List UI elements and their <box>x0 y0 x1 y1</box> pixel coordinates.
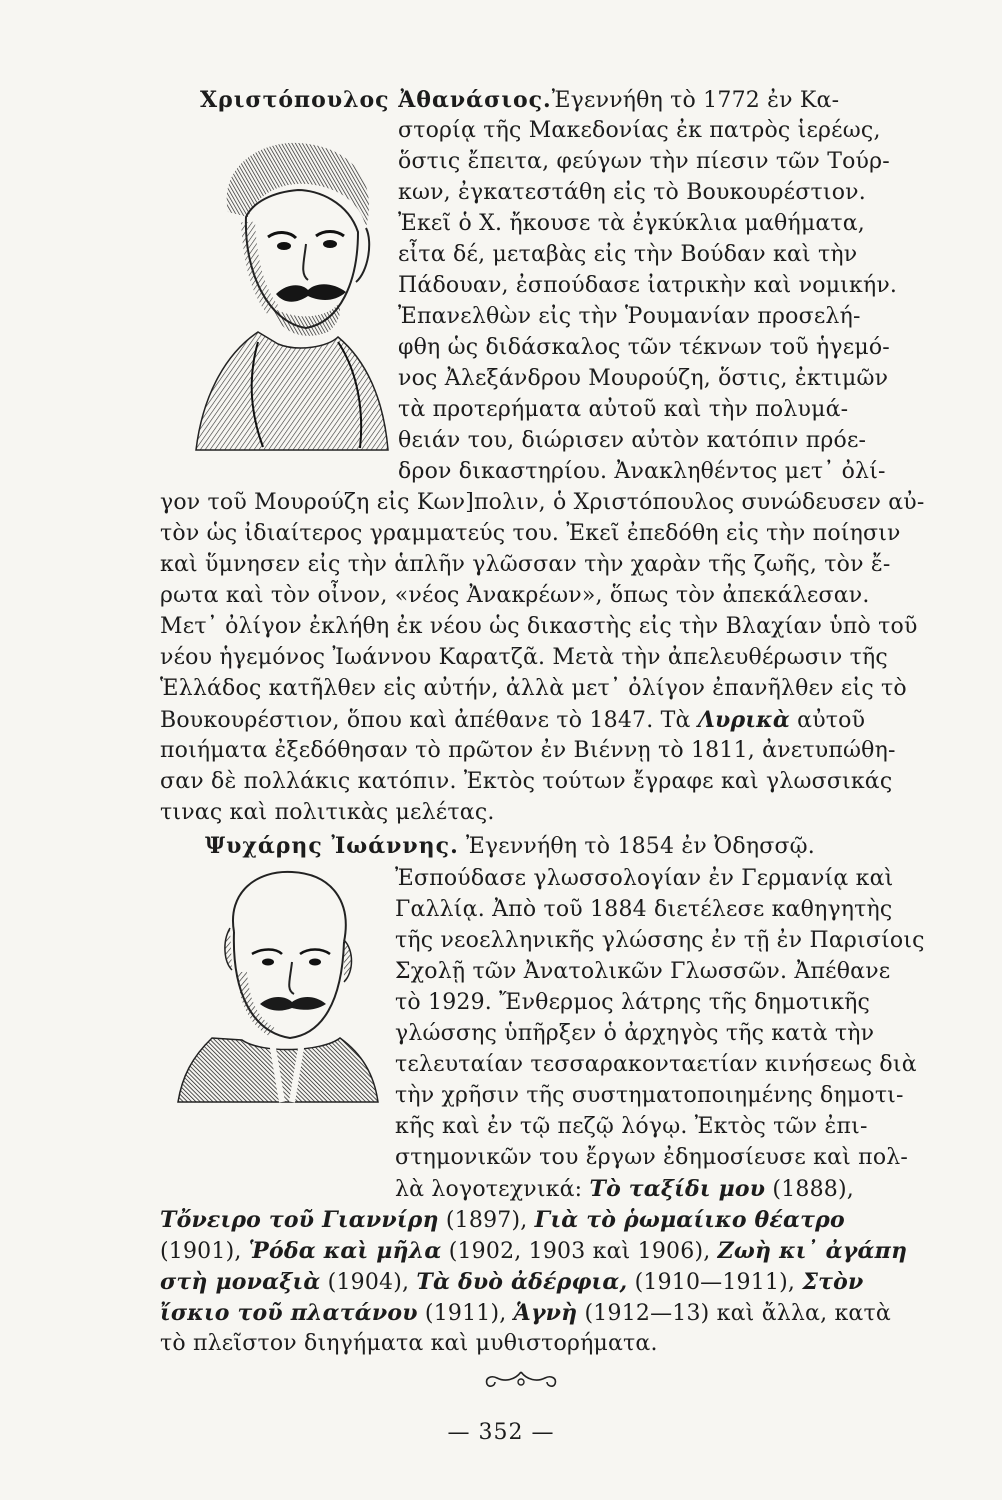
text-line: Γαλλίᾳ. Ἀπὸ τοῦ 1884 διετέλεσε καθηγητὴς <box>395 897 893 922</box>
text-line: νος Ἀλεξάνδρου Μουρούζη, ὅστις, ἐκτιμῶν <box>398 366 889 391</box>
text-line: τὸ πλεῖστον διηγήματα καὶ μυθιστορήματα. <box>160 1331 658 1356</box>
entry-psycharis-first-line <box>205 833 815 860</box>
text-line: τὴν χρῆσιν τῆς συστηματοποιημένης δημοτι- <box>395 1083 904 1108</box>
text-span: (1901), <box>160 1239 249 1264</box>
text-line: καὶ ὕμνησεν εἰς τὴν ἁπλῆν γλῶσσαν τὴν χαρὰν τῆς ζωῆς, τὸν ἔ- <box>160 552 891 577</box>
text-line: Ἐσπούδασε γλωσσολογίαν ἐν Γερμανίᾳ καὶ <box>395 866 894 891</box>
text-line: Μετ᾽ ὀλίγον ἐκλήθη ἐκ νέου ὡς δικαστὴς εἰς τὴν Βλαχίαν ὑπὸ τοῦ <box>160 614 918 639</box>
work-title-5: Ζωὴ κι᾽ ἀγάπη <box>717 1238 908 1264</box>
text-span: (1888), <box>765 1177 854 1202</box>
text-line: Σχολῇ τῶν Ἀνατολικῶν Γλωσσῶν. Ἀπέθανε <box>395 959 891 984</box>
text-line: φθη ὡς διδάσκαλος τῶν τέκνων τοῦ ἡγεμό- <box>398 335 890 360</box>
text-line: τῆς νεοελληνικῆς γλώσσης ἐν τῇ ἐν Παρισίοις <box>395 928 925 953</box>
text-line: στορίᾳ τῆς Μακεδονίας ἐκ πατρὸς ἱερέως, <box>398 118 881 143</box>
text-line <box>160 1207 845 1234</box>
text-line: θειάν του, διώρισεν αὐτὸν κατόπιν πρόε- <box>398 428 867 453</box>
text-line: στημονικῶν του ἔργων ἐδημοσίευσε καὶ πολ- <box>395 1145 909 1170</box>
text-span: (1911), <box>417 1301 514 1326</box>
text-line: Ἐγεννήθη τὸ 1772 ἐν Κα- <box>551 88 840 113</box>
text-line: τὸ 1929. Ἔνθερμος λάτρης τῆς δημοτικῆς <box>395 990 871 1015</box>
text-span: (1902, 1903 καὶ 1906), <box>441 1239 718 1264</box>
text-line: Πάδουαν, ἐσπούδασε ἰατρικὴν καὶ νομικήν. <box>398 273 898 298</box>
text-span: (1910—1911), <box>627 1270 803 1295</box>
text-line: τὰ προτερήματα αὐτοῦ καὶ τὴν πολυμά- <box>398 397 849 422</box>
text-line: Ἐκεῖ ὁ Χ. ἤκουσε τὰ ἐγκύκλια μαθήματα, <box>398 211 866 236</box>
text-line: νέου ἡγεμόνος Ἰωάννου Καρατζᾶ. Μετὰ τὴν ἀπελευθέρωσιν τῆς <box>160 645 888 670</box>
work-title-7-cont: ἴσκιο τοῦ πλατάνου <box>160 1300 418 1326</box>
text-line: κων, ἐγκατεστάθη εἰς τὸ Βουκουρέστιον. <box>398 180 866 205</box>
entry-name-christopoulos: Χριστόπουλος Ἀθανάσιος. <box>200 87 552 113</box>
work-title-lyrika: Λυρικὰ <box>697 707 790 733</box>
text-line: ρωτα καὶ τὸν οἶνον, «νέος Ἀνακρέων», ὅπως τὸν ἀπεκάλεσαν. <box>160 583 870 608</box>
text-span: Ἐγεννήθη τὸ 1854 ἐν Ὀδησσῷ. <box>465 834 815 859</box>
text-line: εἶτα δέ, μεταβὰς εἰς τὴν Βούδαν καὶ τὴν <box>398 242 858 267</box>
text-line: γλώσσης ὑπῆρξεν ὁ ἀρχηγὸς τῆς κατὰ τὴν <box>395 1021 875 1046</box>
work-title-7: Στὸν <box>802 1269 864 1295</box>
work-title-5-cont: στὴ μοναξιὰ <box>160 1269 321 1295</box>
text-span: Βουκουρέστιον, ὅπου καὶ ἀπέθανε τὸ 1847. Τὰ <box>160 708 698 733</box>
entry-name-psycharis: Ψυχάρης Ἰωάννης. <box>205 833 459 859</box>
text-line: δρον δικαστηρίου. Ἀνακληθέντος μετ᾽ ὀλί- <box>398 459 886 484</box>
work-title-6: Τὰ δυὸ ἀδέρφια, <box>416 1269 628 1295</box>
work-title-4: Ῥόδα καὶ μῆλα <box>248 1238 442 1264</box>
text-line: τινας καὶ πολιτικὰς μελέτας. <box>160 800 495 825</box>
text-line: Ἐπανελθὼν εἰς τὴν Ῥουμανίαν προσελή- <box>398 304 861 329</box>
work-title-1: Τὸ ταξίδι μου <box>589 1176 766 1202</box>
text-span: λὰ λογοτεχνικά: <box>395 1177 590 1202</box>
text-span: (1904), <box>320 1270 417 1295</box>
text-line: σαν δὲ πολλάκις κατόπιν. Ἐκτὸς τούτων ἔγραφε καὶ γλωσσικάς <box>160 769 893 794</box>
work-title-3: Γιὰ τὸ ῥωμαίικο θέατρο <box>534 1207 845 1233</box>
text-line <box>160 1238 907 1265</box>
text-line: ποιήματα ἐξεδόθησαν τὸ πρῶτον ἐν Βιέννῃ τὸ 1811, ἀνετυπώθη- <box>160 738 896 763</box>
text-line <box>395 1176 854 1203</box>
text-span: (1897), <box>438 1208 535 1233</box>
text-span: (1912—13) καὶ ἄλλα, κατὰ <box>577 1301 891 1326</box>
text-line <box>160 1300 891 1327</box>
text-line: τελευταίαν τεσσαρακονταετίαν κινήσεως διὰ <box>395 1052 917 1077</box>
work-title-2: Τὄνειρο τοῦ Γιαννίρη <box>160 1207 439 1233</box>
text-line <box>160 707 865 734</box>
text-line: κῆς καὶ ἐν τῷ πεζῷ λόγῳ. Ἐκτὸς τῶν ἐπι- <box>395 1114 868 1139</box>
portrait-christopoulos <box>188 132 398 454</box>
text-line: γον τοῦ Μουρούζη εἰς Κων]πολιν, ὁ Χριστόπουλος συνώδευσεν αὐ- <box>160 490 925 515</box>
text-line: Ἑλλάδος κατῆλθεν εἰς αὐτήν, ἀλλὰ μετ᾽ ὀλίγον ἐπανῆλθεν εἰς τὸ <box>160 676 907 701</box>
text-line: ὅστις ἔπειτα, φεύγων τὴν πίεσιν τῶν Τούρ- <box>398 149 890 174</box>
text-line <box>160 1269 863 1296</box>
work-title-8: Ἁγνὴ <box>513 1300 578 1326</box>
text-span: αὐτοῦ <box>789 708 866 733</box>
page-number: — 352 — <box>447 1420 555 1445</box>
entry-christopoulos-first-line <box>200 87 839 114</box>
text-line: τὸν ὡς ἰδιαίτερος γραμματεύς του. Ἐκεῖ ἐπεδόθη εἰς τὴν ποίησιν <box>160 521 901 546</box>
portrait-psycharis <box>172 862 384 1104</box>
